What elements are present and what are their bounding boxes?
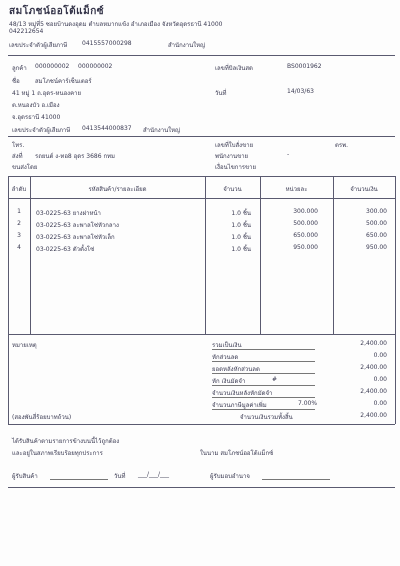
col-divider-4: [333, 176, 334, 334]
company-address: 48/13 หมู่ที่5 ซอยบ้านดงอุดม ตำบลหมากแข้ง อำเภอเมือง จังหวัดอุดรธานี 41000: [9, 21, 223, 28]
row-qty: 1.0 ชิ้น: [231, 234, 251, 241]
customer-address-3: จ.อุดรธานี 41000: [12, 114, 61, 121]
table-bottom-line: [8, 334, 395, 335]
row-amount: 500.00: [366, 220, 387, 227]
row-price: 500.000: [293, 220, 318, 227]
doc-date: 14/03/63: [287, 88, 314, 95]
header-no: ลำดับ: [11, 186, 27, 193]
after-deposit-label: จำนวนเงินหลังหักมัดจำ: [212, 390, 273, 397]
header-qty: จำนวน: [223, 186, 242, 193]
row-amount: 300.00: [366, 208, 387, 215]
customer-code: 000000002: [35, 63, 70, 70]
receiver-signature-line: [50, 479, 108, 480]
vat-label: จำนวนภาษีมูลค่าเพิ่ม: [212, 402, 267, 409]
grand-total-label: จำนวนเงินรวมทั้งสิ้น: [240, 414, 293, 421]
header-desc: รหัสสินค้า/รายละเอียด: [88, 186, 147, 193]
row-price: 950.000: [293, 244, 318, 251]
bill-no-label: เลขที่บิลเงินสด: [215, 65, 253, 72]
customer-branch: สำนักงานใหญ่: [143, 127, 181, 134]
company-tax-label: เลขประจำตัวผู้เสียภาษี: [9, 42, 68, 49]
customer-code-label: ลูกค้า: [12, 65, 27, 72]
table-header-line: [8, 198, 395, 199]
row-desc: 03-0225-63 ละพาลโซ่หัวเล็ก: [36, 234, 115, 241]
footer-on-behalf: ในนาม สมโภชน์ออโต้แม็กซ์: [200, 450, 274, 457]
note-label: หมายเหตุ: [12, 342, 37, 349]
footer-receipt-line-1: ได้รับสินค้าตามรายการข้างบนนี้ไว้ถูกต้อง: [12, 438, 120, 445]
vat-underline: [212, 409, 315, 410]
row-amount: 650.00: [366, 232, 387, 239]
row-no: 1: [17, 208, 21, 215]
row-qty: 1.0 ชิ้น: [231, 246, 251, 253]
row-amount: 950.00: [366, 244, 387, 251]
customer-code-2: 000000002: [78, 63, 113, 70]
deposit-underline: [212, 385, 315, 386]
header-price: หน่วยละ: [285, 186, 308, 193]
col-divider-3: [260, 176, 261, 334]
footer-receipt-line-2: และอยู่ในสภาพเรียบร้อยทุกประการ: [12, 450, 103, 457]
discount-value: 0.00: [373, 352, 387, 359]
sales-label: พนักงานขาย: [215, 153, 249, 160]
receive-date-label: วันที่: [114, 473, 126, 480]
customer-tax-id: 0413544000837: [82, 125, 132, 132]
customer-address-2: ต.หนองบัว อ.เมือง: [12, 102, 60, 109]
deposit-no-label: #: [272, 376, 278, 383]
deliver-value: รถยนต์ ง-ทอ8 อุดร 3686 กทม: [35, 153, 116, 160]
row-desc: 03-0225-63 ตัวตั้งโซ่: [36, 246, 95, 253]
discount-underline: [212, 361, 315, 362]
amount-in-words: (สองพันสี่ร้อยบาทถ้วน): [12, 414, 72, 421]
ship-label: ขนส่งโดย: [12, 164, 38, 171]
deposit-label: หัก เงินมัดจำ: [212, 378, 246, 385]
discount-label: หักส่วนลด: [212, 354, 239, 361]
subtotal-underline: [212, 349, 315, 350]
row-qty: 1.0 ชิ้น: [231, 210, 251, 217]
company-branch: สำนักงานใหญ่: [168, 42, 206, 49]
vat-rate: 7.00%: [298, 400, 318, 407]
row-price: 650.000: [293, 232, 318, 239]
row-no: 4: [17, 244, 21, 251]
summary-bottom-line: [8, 424, 395, 425]
company-name: สมโภชน์ออโต้แม็กซ์: [9, 6, 105, 17]
po-extra: ตรพ.: [335, 142, 348, 149]
col-divider-1: [30, 176, 31, 334]
col-divider-2: [205, 176, 206, 334]
company-tax-id: 0415557000298: [82, 40, 132, 47]
row-qty: 1.0 ชิ้น: [231, 222, 251, 229]
footer-bottom-line: [8, 487, 395, 488]
row-no: 3: [17, 232, 21, 239]
receive-date-blank: ___/___/___: [138, 471, 170, 478]
header-amount: จำนวนเงิน: [350, 186, 378, 193]
after-discount-underline: [212, 373, 315, 374]
after-discount-label: ยอดหลังหักส่วนลด: [212, 366, 260, 373]
po-label: เลขที่ใบสั่งขาย: [215, 142, 254, 149]
table-top-line: [8, 176, 395, 177]
after-discount-value: 2,400.00: [360, 364, 387, 371]
customer-address-1: 41 หมู่ 1 ถ.อุดร-หนองคาย: [12, 90, 81, 97]
authorizer-label: ผู้รับมอบอำนาจ: [210, 473, 250, 480]
subtotal-label: รวมเป็นเงิน: [212, 342, 242, 349]
receiver-label: ผู้รับสินค้า: [12, 473, 38, 480]
term-label: เงื่อนไขการขาย: [215, 164, 257, 171]
customer-phone-label: โทร.: [12, 142, 25, 149]
table-right-border: [395, 176, 396, 424]
authorizer-signature-line: [262, 479, 330, 480]
customer-name: สมโภชน์คาร์เซ็นเตอร์: [35, 78, 92, 85]
row-desc: 03-0225-63 ละพาลโซ่หัวกลาง: [36, 222, 119, 229]
row-desc: 03-0225-63 ยางฝาหน้า: [36, 210, 101, 217]
sales-value: -: [287, 151, 290, 158]
grand-total-value: 2,400.00: [360, 412, 387, 419]
box-top-line: [8, 55, 395, 56]
vat-value: 0.00: [373, 400, 387, 407]
company-phone: 042212654: [9, 28, 44, 35]
after-deposit-underline: [212, 397, 315, 398]
after-deposit-value: 2,400.00: [360, 388, 387, 395]
row-price: 300.000: [293, 208, 318, 215]
deliver-label: ส่งที่: [12, 153, 23, 160]
box-mid-line: [8, 136, 395, 137]
customer-name-label: ชื่อ: [12, 78, 20, 85]
date-label: วันที่: [215, 90, 227, 97]
subtotal-value: 2,400.00: [360, 340, 387, 347]
deposit-value: 0.00: [373, 376, 387, 383]
row-no: 2: [17, 220, 21, 227]
customer-tax-label: เลขประจำตัวผู้เสียภาษี: [12, 127, 71, 134]
bill-no: BS0001962: [287, 63, 322, 70]
